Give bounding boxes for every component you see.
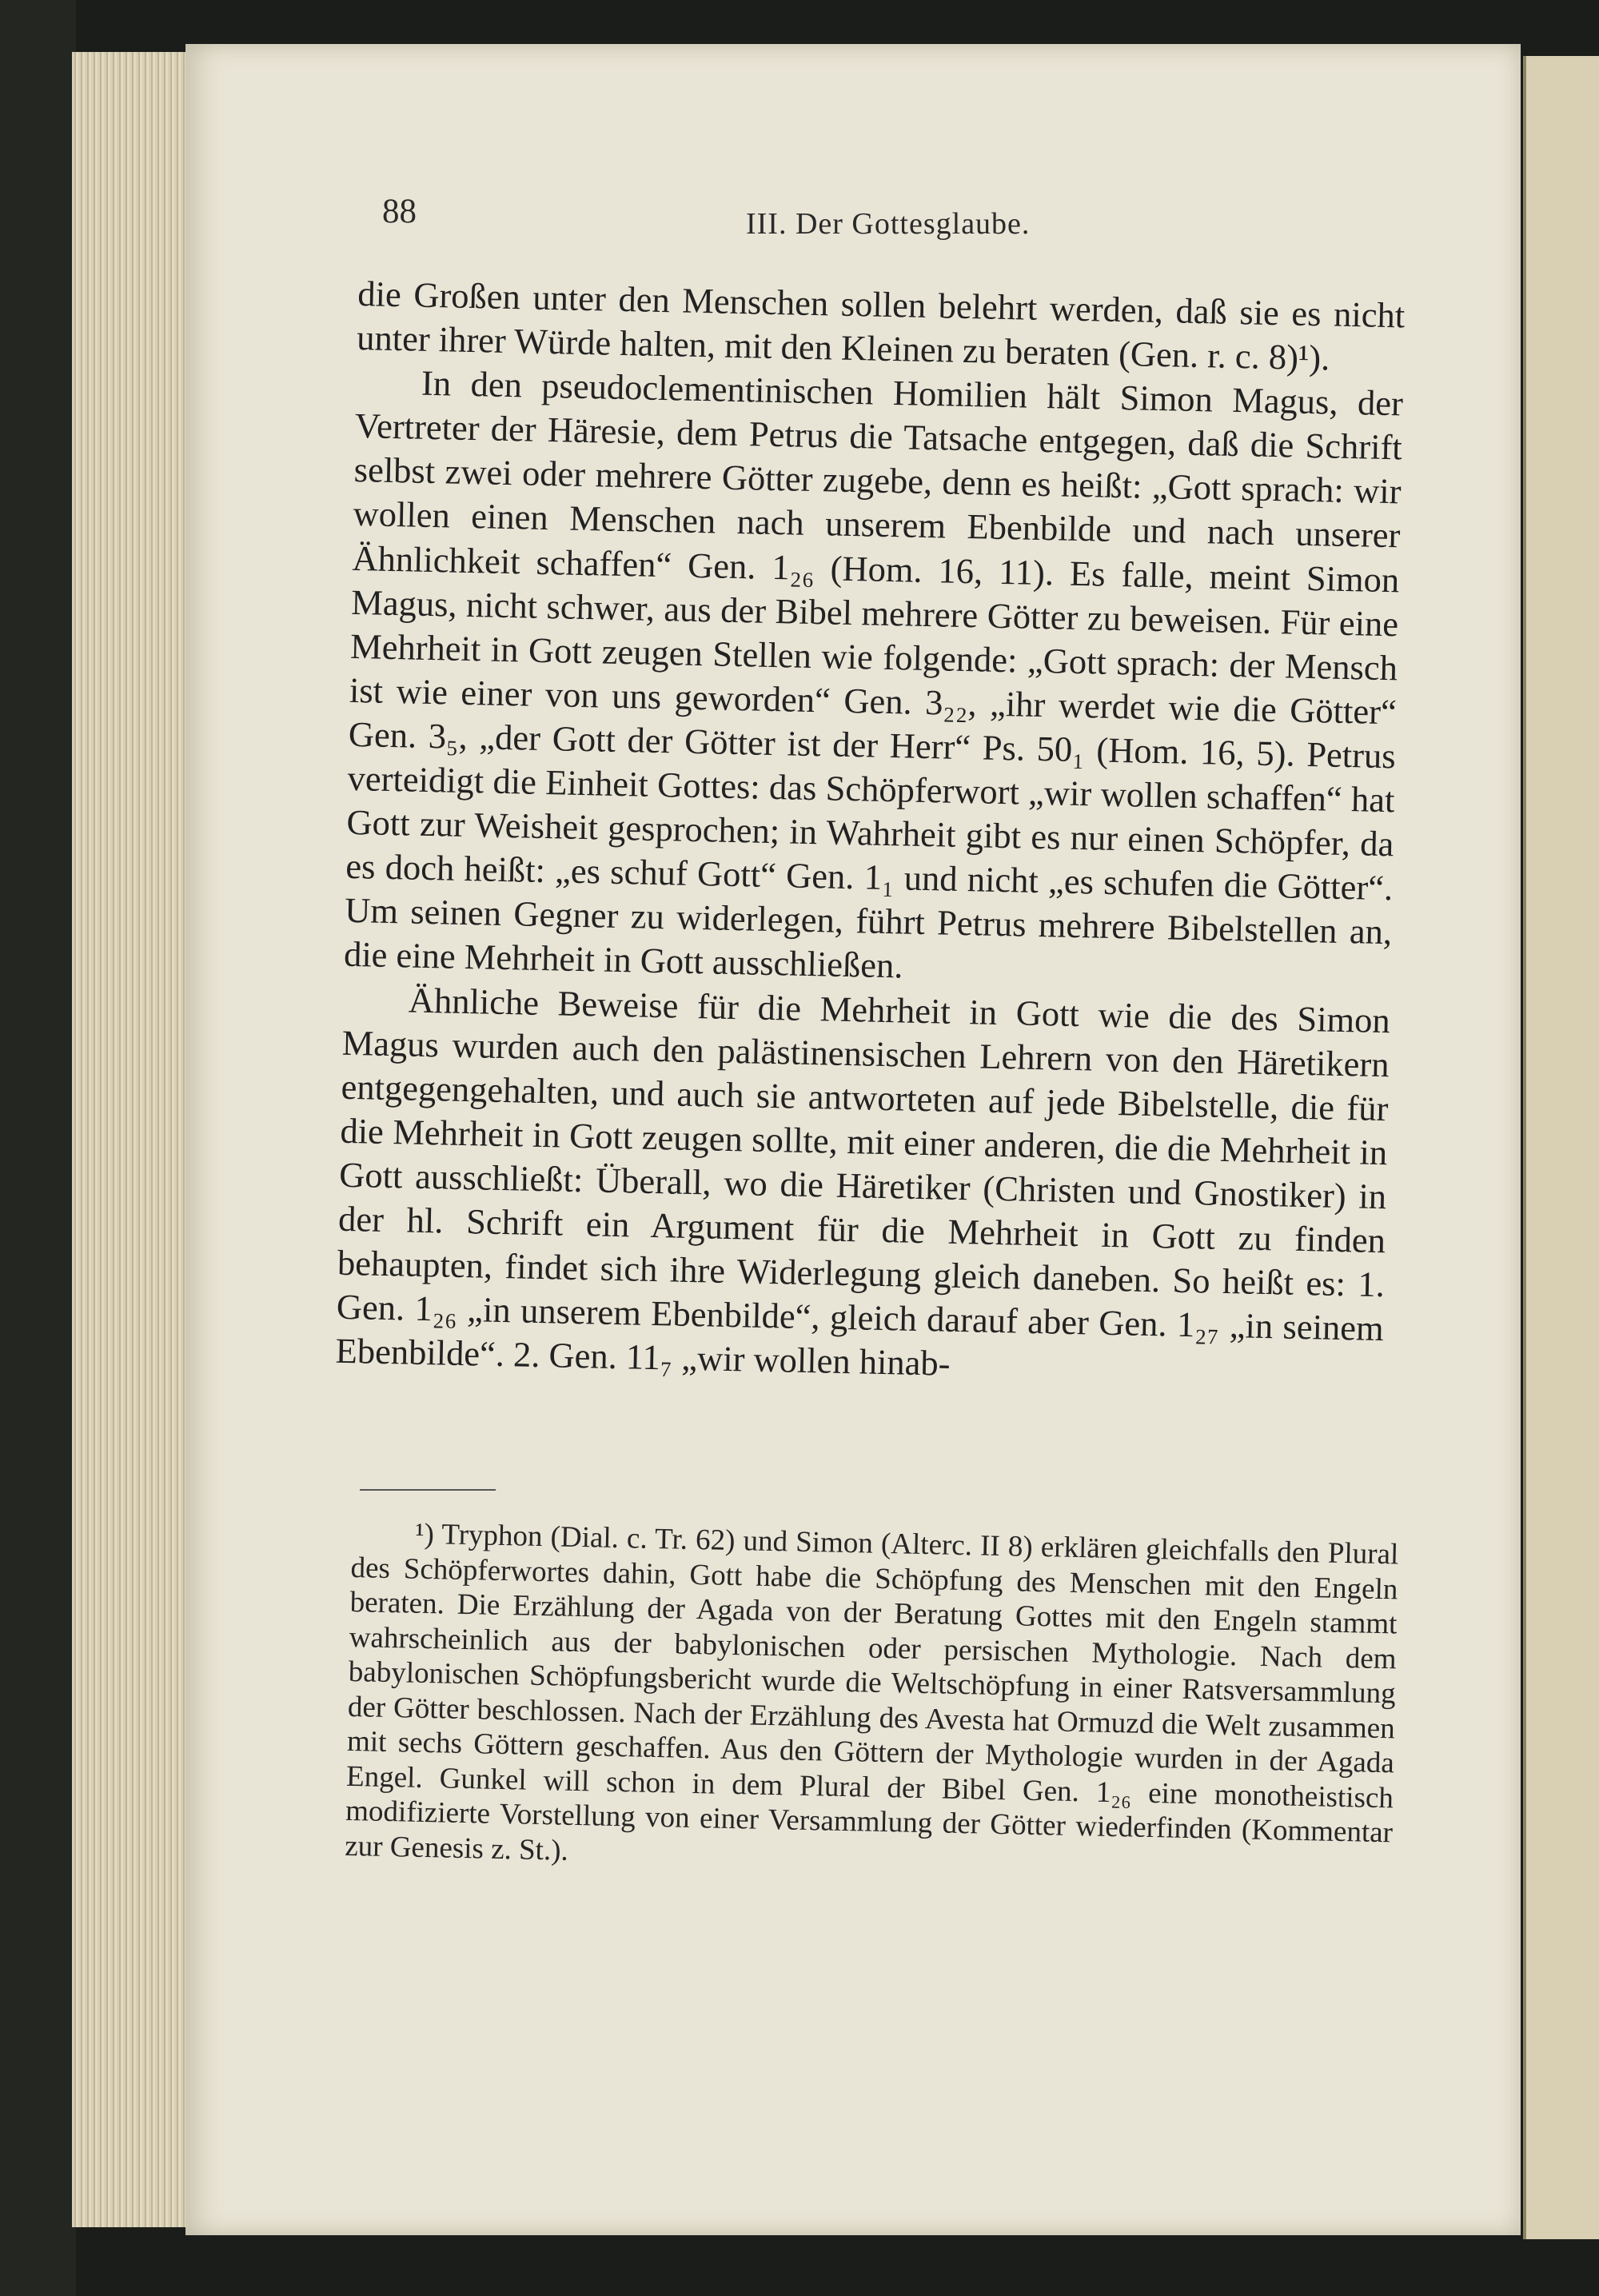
running-head: III. Der Gottesglaube.: [746, 207, 1031, 241]
paragraph-3: Ähnliche Beweise für die Mehrheit in Gott wie die des Simon Magus wurden auch den palästinensischen Lehrern von den Häretikern entgegengehalten, und auch sie antworteten auf jede Bibelstelle, die für die Mehrheit in Gott zeugen sollte, mit einer anderen, die die Mehrheit in Gott ausschließt: Überall, wo die Häretiker (Christen und Gnostiker) in der hl. Schrift ein Argument für die Mehrheit in Gott zu finden behaupten, findet sich ihre Widerlegung gleich daneben. So heißt es: 1. Gen. 1₂₆ „in unserem Ebenbilde“, gleich darauf aber Gen. 1₂₇ „in seinem Ebenbilde“. 2. Gen. 11₇ „wir wollen hinab-: [335, 980, 1391, 1384]
page-number: 88: [382, 193, 417, 230]
paragraph-2: In den pseudoclementinischen Homilien hält Simon Magus, der Vertreter der Häresie, dem Petrus die Tatsache entgegen, daß die Schrift selbst zwei oder mehrere Götter zugebe, denn es heißt: „Gott sprach: wir wollen einen Menschen nach unserem Ebenbilde und nach unserer Ähnlichkeit schaffen“ Gen. 1₂₆ (Hom. 16, 11). Es falle, meint Simon Magus, nicht schwer, aus der Bibel mehrere Götter zu beweisen. Für eine Mehrheit in Gott zeugen Stellen wie folgende: „Gott sprach: der Mensch ist wie einer von uns geworden“ Gen. 3₂₂, „ihr werdet wie die Götter“ Gen. 3₅, „der Gott der Götter ist der Herr“ Ps. 50₁ (Hom. 16, 5). Petrus verteidigt die Einheit Gottes: das Schöpferwort „wir wollen schaffen“ hat Gott zur Weisheit gesprochen; in Wahrheit gibt es nur einen Schöpfer, da es doch heißt: „es schuf Gott“ Gen. 1₁ und nicht „es schufen die Götter“. Um seinen Gegner zu widerlegen, führt Petrus mehrere Bibelstellen an, die eine Mehrheit in Gott ausschließen.: [343, 362, 1404, 986]
page-header: [382, 192, 1414, 248]
footnote-divider: [360, 1489, 496, 1491]
paragraph-1: die Großen unter den Menschen sollen belehrt werden, daß sie es nicht unter ihrer Würde halten, mit den Kleinen zu beraten (Gen. r. c. 8)¹).: [356, 273, 1406, 378]
facing-page-edge: [1523, 56, 1599, 2239]
page-edges: [72, 52, 192, 2227]
footnotes: [345, 1515, 1399, 1885]
footnote-1: ¹) Tryphon (Dial. c. Tr. 62) und Simon (Alterc. II 8) erklären gleichfalls den Plural des Schöpferwortes dahin, Gott habe die Schöpfung des Menschen mit den Engeln beraten. Die Erzählung der Agada von der Beratung Gottes mit den Engeln stammt wahrscheinlich aus der babylonischen oder persischen Mythologie. Nach dem babylonischen Schöpfungsbericht wurde die Weltschöpfung in einer Ratsversammlung der Götter beschlossen. Nach der Erzählung des Avesta hat Ormuzd die Welt zusammen mit sechs Göttern geschaffen. Aus den Göttern der Mythologie wurden in der Agada Engel. Gunkel will schon in dem Plural der Bibel Gen. 1₂₆ eine monotheistisch modifizierte Vorstellung von einer Versammlung der Götter wiederfinden (Kommentar zur Genesis z. St.).: [344, 1517, 1399, 1867]
book-binding: [0, 0, 76, 2296]
body-text: [335, 272, 1406, 1395]
